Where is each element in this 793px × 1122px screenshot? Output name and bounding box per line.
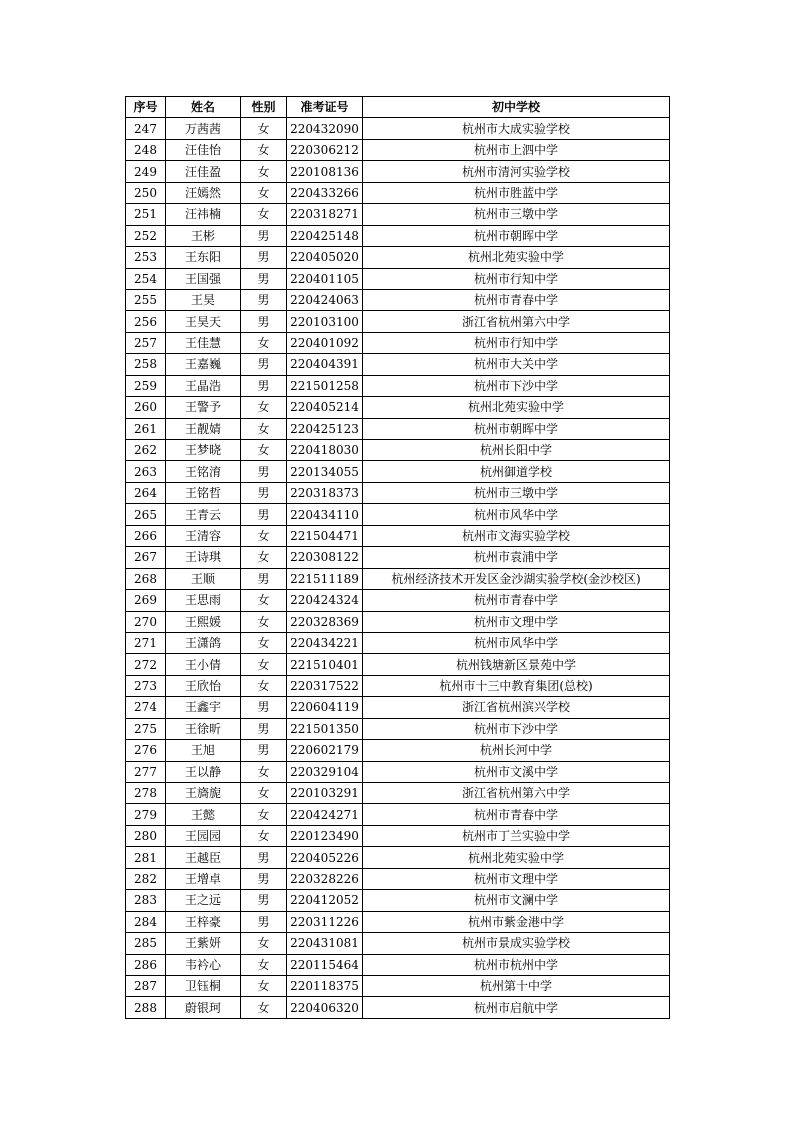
- cell-exam-id: 220329104: [287, 761, 363, 782]
- cell-junior-school: 杭州钱塘新区景苑中学: [363, 654, 670, 675]
- table-row: [126, 954, 670, 975]
- cell-exam-id: 220434221: [287, 632, 363, 653]
- cell-exam-id: 220425123: [287, 418, 363, 439]
- cell-junior-school: 杭州市三墩中学: [363, 204, 670, 225]
- table-row: [126, 204, 670, 225]
- cell-serial-number: 265: [126, 504, 166, 525]
- cell-gender: 女: [241, 654, 287, 675]
- cell-gender: 女: [241, 975, 287, 996]
- cell-name: 王熙媛: [166, 611, 241, 632]
- cell-exam-id: 220604119: [287, 697, 363, 718]
- table-row: [126, 933, 670, 954]
- table-row: [126, 482, 670, 503]
- table-row: [126, 911, 670, 932]
- table-row: [126, 975, 670, 996]
- cell-junior-school: 浙江省杭州第六中学: [363, 783, 670, 804]
- cell-name: 王靓婧: [166, 418, 241, 439]
- cell-junior-school: 杭州市行知中学: [363, 332, 670, 353]
- cell-serial-number: 248: [126, 139, 166, 160]
- cell-junior-school: 杭州市大成实验学校: [363, 118, 670, 139]
- cell-junior-school: 杭州市行知中学: [363, 268, 670, 289]
- cell-exam-id: 220424324: [287, 590, 363, 611]
- cell-junior-school: 杭州经济技术开发区金沙湖实验学校(金沙校区): [363, 568, 670, 589]
- table-row: [126, 247, 670, 268]
- cell-gender: 男: [241, 268, 287, 289]
- cell-name: 王警予: [166, 397, 241, 418]
- cell-serial-number: 277: [126, 761, 166, 782]
- cell-gender: 女: [241, 332, 287, 353]
- cell-serial-number: 258: [126, 354, 166, 375]
- cell-junior-school: 杭州长阳中学: [363, 440, 670, 461]
- cell-exam-id: 221511189: [287, 568, 363, 589]
- cell-name: 王昊天: [166, 311, 241, 332]
- cell-exam-id: 220328369: [287, 611, 363, 632]
- cell-serial-number: 259: [126, 375, 166, 396]
- cell-exam-id: 220405214: [287, 397, 363, 418]
- table-row: [126, 118, 670, 139]
- cell-serial-number: 284: [126, 911, 166, 932]
- cell-name: 王紫妍: [166, 933, 241, 954]
- cell-exam-id: 220434110: [287, 504, 363, 525]
- cell-gender: 男: [241, 697, 287, 718]
- cell-name: 万茜茜: [166, 118, 241, 139]
- cell-exam-id: 220404391: [287, 354, 363, 375]
- cell-name: 王徐昕: [166, 718, 241, 739]
- cell-name: 王顺: [166, 568, 241, 589]
- cell-serial-number: 263: [126, 461, 166, 482]
- cell-gender: 男: [241, 289, 287, 310]
- cell-exam-id: 220328226: [287, 868, 363, 889]
- student-roster-table: [125, 96, 670, 1019]
- table-row: [126, 182, 670, 203]
- cell-junior-school: 杭州市清河实验学校: [363, 161, 670, 182]
- cell-serial-number: 250: [126, 182, 166, 203]
- header-exam-id: 准考证号: [287, 97, 363, 118]
- table-row: [126, 654, 670, 675]
- cell-serial-number: 255: [126, 289, 166, 310]
- cell-exam-id: 220431081: [287, 933, 363, 954]
- cell-serial-number: 278: [126, 783, 166, 804]
- header-gender: 性别: [241, 97, 287, 118]
- header-row: [126, 97, 670, 118]
- cell-junior-school: 杭州市朝晖中学: [363, 225, 670, 246]
- cell-gender: 男: [241, 311, 287, 332]
- cell-junior-school: 杭州市下沙中学: [363, 718, 670, 739]
- table-row: [126, 997, 670, 1018]
- cell-serial-number: 275: [126, 718, 166, 739]
- cell-exam-id: 220318271: [287, 204, 363, 225]
- cell-serial-number: 260: [126, 397, 166, 418]
- cell-serial-number: 254: [126, 268, 166, 289]
- cell-gender: 男: [241, 504, 287, 525]
- table-row: [126, 761, 670, 782]
- cell-exam-id: 220308122: [287, 547, 363, 568]
- table-row: [126, 783, 670, 804]
- cell-gender: 女: [241, 525, 287, 546]
- cell-name: 王思雨: [166, 590, 241, 611]
- cell-exam-id: 220425148: [287, 225, 363, 246]
- cell-gender: 男: [241, 740, 287, 761]
- cell-junior-school: 杭州长河中学: [363, 740, 670, 761]
- cell-serial-number: 268: [126, 568, 166, 589]
- table-row: [126, 139, 670, 160]
- cell-name: 王晶浩: [166, 375, 241, 396]
- cell-junior-school: 杭州市丁兰实验中学: [363, 825, 670, 846]
- table-row: [126, 632, 670, 653]
- cell-exam-id: 220433266: [287, 182, 363, 203]
- cell-junior-school: 杭州市朝晖中学: [363, 418, 670, 439]
- cell-serial-number: 272: [126, 654, 166, 675]
- cell-gender: 男: [241, 482, 287, 503]
- cell-exam-id: 220311226: [287, 911, 363, 932]
- cell-junior-school: 杭州市大关中学: [363, 354, 670, 375]
- cell-junior-school: 杭州市风华中学: [363, 632, 670, 653]
- cell-serial-number: 247: [126, 118, 166, 139]
- cell-exam-id: 220424271: [287, 804, 363, 825]
- cell-gender: 女: [241, 954, 287, 975]
- cell-exam-id: 220317522: [287, 675, 363, 696]
- cell-serial-number: 276: [126, 740, 166, 761]
- cell-junior-school: 杭州北苑实验中学: [363, 847, 670, 868]
- cell-gender: 女: [241, 418, 287, 439]
- cell-name: 王国强: [166, 268, 241, 289]
- cell-serial-number: 273: [126, 675, 166, 696]
- table-row: [126, 397, 670, 418]
- table-row: [126, 225, 670, 246]
- cell-serial-number: 264: [126, 482, 166, 503]
- cell-serial-number: 288: [126, 997, 166, 1018]
- cell-exam-id: 220406320: [287, 997, 363, 1018]
- cell-exam-id: 220306212: [287, 139, 363, 160]
- cell-name: 卫钰桐: [166, 975, 241, 996]
- table-row: [126, 161, 670, 182]
- cell-exam-id: 220405020: [287, 247, 363, 268]
- cell-name: 韦衿心: [166, 954, 241, 975]
- cell-gender: 女: [241, 761, 287, 782]
- cell-exam-id: 221510401: [287, 654, 363, 675]
- cell-gender: 女: [241, 118, 287, 139]
- cell-serial-number: 285: [126, 933, 166, 954]
- cell-gender: 女: [241, 611, 287, 632]
- cell-name: 王小倩: [166, 654, 241, 675]
- cell-gender: 女: [241, 632, 287, 653]
- table-row: [126, 311, 670, 332]
- cell-gender: 女: [241, 804, 287, 825]
- cell-exam-id: 220432090: [287, 118, 363, 139]
- table-row: [126, 268, 670, 289]
- cell-name: 汪佳盈: [166, 161, 241, 182]
- cell-gender: 女: [241, 440, 287, 461]
- cell-name: 汪嫣然: [166, 182, 241, 203]
- cell-name: 蔚银珂: [166, 997, 241, 1018]
- cell-name: 汪佳怡: [166, 139, 241, 160]
- cell-name: 王潇鸽: [166, 632, 241, 653]
- cell-gender: 男: [241, 911, 287, 932]
- cell-junior-school: 杭州市文理中学: [363, 611, 670, 632]
- cell-exam-id: 220123490: [287, 825, 363, 846]
- cell-serial-number: 269: [126, 590, 166, 611]
- cell-name: 王彬: [166, 225, 241, 246]
- table-row: [126, 611, 670, 632]
- cell-serial-number: 253: [126, 247, 166, 268]
- cell-name: 王欣怡: [166, 675, 241, 696]
- cell-name: 王昊: [166, 289, 241, 310]
- cell-name: 王铭哲: [166, 482, 241, 503]
- cell-exam-id: 220134055: [287, 461, 363, 482]
- cell-exam-id: 220115464: [287, 954, 363, 975]
- cell-junior-school: 杭州市启航中学: [363, 997, 670, 1018]
- table-row: [126, 375, 670, 396]
- cell-gender: 女: [241, 825, 287, 846]
- table-row: [126, 568, 670, 589]
- cell-name: 王以静: [166, 761, 241, 782]
- cell-gender: 男: [241, 247, 287, 268]
- table-row: [126, 289, 670, 310]
- cell-gender: 女: [241, 547, 287, 568]
- cell-junior-school: 杭州市胜蓝中学: [363, 182, 670, 203]
- cell-serial-number: 249: [126, 161, 166, 182]
- cell-junior-school: 浙江省杭州滨兴学校: [363, 697, 670, 718]
- cell-exam-id: 221501350: [287, 718, 363, 739]
- cell-name: 王园园: [166, 825, 241, 846]
- cell-name: 王懿: [166, 804, 241, 825]
- header-name: 姓名: [166, 97, 241, 118]
- cell-junior-school: 杭州市杭州中学: [363, 954, 670, 975]
- cell-exam-id: 220405226: [287, 847, 363, 868]
- cell-name: 王之远: [166, 890, 241, 911]
- cell-junior-school: 杭州市青春中学: [363, 590, 670, 611]
- cell-junior-school: 杭州市三墩中学: [363, 482, 670, 503]
- cell-gender: 女: [241, 397, 287, 418]
- header-serial-number: 序号: [126, 97, 166, 118]
- table-row: [126, 804, 670, 825]
- cell-junior-school: 杭州北苑实验中学: [363, 247, 670, 268]
- cell-gender: 女: [241, 783, 287, 804]
- cell-name: 王梦晓: [166, 440, 241, 461]
- cell-name: 王清容: [166, 525, 241, 546]
- cell-gender: 女: [241, 182, 287, 203]
- cell-junior-school: 杭州市景成实验学校: [363, 933, 670, 954]
- cell-junior-school: 杭州市文溪中学: [363, 761, 670, 782]
- cell-serial-number: 270: [126, 611, 166, 632]
- table-row: [126, 418, 670, 439]
- cell-junior-school: 杭州市青春中学: [363, 804, 670, 825]
- cell-exam-id: 220412052: [287, 890, 363, 911]
- cell-serial-number: 251: [126, 204, 166, 225]
- table-row: [126, 332, 670, 353]
- cell-junior-school: 杭州市十三中教育集团(总校): [363, 675, 670, 696]
- cell-serial-number: 287: [126, 975, 166, 996]
- cell-name: 王鑫宇: [166, 697, 241, 718]
- cell-serial-number: 282: [126, 868, 166, 889]
- table-row: [126, 825, 670, 846]
- cell-serial-number: 256: [126, 311, 166, 332]
- cell-serial-number: 279: [126, 804, 166, 825]
- cell-junior-school: 杭州北苑实验中学: [363, 397, 670, 418]
- cell-gender: 男: [241, 847, 287, 868]
- cell-name: 王诗琪: [166, 547, 241, 568]
- cell-junior-school: 浙江省杭州第六中学: [363, 311, 670, 332]
- cell-exam-id: 220108136: [287, 161, 363, 182]
- cell-gender: 男: [241, 890, 287, 911]
- cell-name: 王佳慧: [166, 332, 241, 353]
- cell-name: 王铭淯: [166, 461, 241, 482]
- cell-gender: 男: [241, 568, 287, 589]
- cell-gender: 女: [241, 590, 287, 611]
- table-row: [126, 740, 670, 761]
- cell-serial-number: 274: [126, 697, 166, 718]
- table-row: [126, 868, 670, 889]
- cell-exam-id: 220602179: [287, 740, 363, 761]
- cell-serial-number: 266: [126, 525, 166, 546]
- cell-serial-number: 280: [126, 825, 166, 846]
- roster-body: [126, 118, 670, 1018]
- cell-serial-number: 281: [126, 847, 166, 868]
- cell-name: 汪祎楠: [166, 204, 241, 225]
- cell-name: 王嘉巍: [166, 354, 241, 375]
- cell-junior-school: 杭州市青春中学: [363, 289, 670, 310]
- cell-name: 王旖旎: [166, 783, 241, 804]
- cell-serial-number: 271: [126, 632, 166, 653]
- cell-serial-number: 252: [126, 225, 166, 246]
- cell-gender: 男: [241, 225, 287, 246]
- cell-gender: 男: [241, 718, 287, 739]
- cell-junior-school: 杭州市文澜中学: [363, 890, 670, 911]
- cell-exam-id: 221504471: [287, 525, 363, 546]
- cell-serial-number: 267: [126, 547, 166, 568]
- cell-exam-id: 220401105: [287, 268, 363, 289]
- cell-junior-school: 杭州御道学校: [363, 461, 670, 482]
- cell-junior-school: 杭州第十中学: [363, 975, 670, 996]
- cell-gender: 男: [241, 354, 287, 375]
- cell-exam-id: 220103100: [287, 311, 363, 332]
- cell-name: 王增卓: [166, 868, 241, 889]
- cell-exam-id: 220318373: [287, 482, 363, 503]
- table-row: [126, 675, 670, 696]
- cell-gender: 男: [241, 868, 287, 889]
- cell-name: 王青云: [166, 504, 241, 525]
- table-row: [126, 440, 670, 461]
- cell-exam-id: 220401092: [287, 332, 363, 353]
- cell-junior-school: 杭州市袁浦中学: [363, 547, 670, 568]
- cell-exam-id: 221501258: [287, 375, 363, 396]
- table-row: [126, 697, 670, 718]
- cell-gender: 女: [241, 139, 287, 160]
- table-row: [126, 590, 670, 611]
- table-row: [126, 890, 670, 911]
- table-row: [126, 718, 670, 739]
- cell-exam-id: 220424063: [287, 289, 363, 310]
- cell-serial-number: 283: [126, 890, 166, 911]
- cell-gender: 女: [241, 997, 287, 1018]
- cell-junior-school: 杭州市下沙中学: [363, 375, 670, 396]
- cell-junior-school: 杭州市文海实验学校: [363, 525, 670, 546]
- cell-gender: 女: [241, 161, 287, 182]
- table-row: [126, 461, 670, 482]
- cell-name: 王旭: [166, 740, 241, 761]
- cell-junior-school: 杭州市文理中学: [363, 868, 670, 889]
- cell-name: 王东阳: [166, 247, 241, 268]
- cell-gender: 女: [241, 204, 287, 225]
- cell-serial-number: 257: [126, 332, 166, 353]
- table-row: [126, 525, 670, 546]
- cell-serial-number: 262: [126, 440, 166, 461]
- cell-junior-school: 杭州市紫金港中学: [363, 911, 670, 932]
- cell-exam-id: 220118375: [287, 975, 363, 996]
- table-row: [126, 354, 670, 375]
- cell-gender: 男: [241, 461, 287, 482]
- cell-serial-number: 261: [126, 418, 166, 439]
- cell-gender: 男: [241, 375, 287, 396]
- table-row: [126, 547, 670, 568]
- cell-name: 王越臣: [166, 847, 241, 868]
- table-row: [126, 504, 670, 525]
- cell-exam-id: 220103291: [287, 783, 363, 804]
- cell-junior-school: 杭州市上泗中学: [363, 139, 670, 160]
- cell-serial-number: 286: [126, 954, 166, 975]
- cell-junior-school: 杭州市风华中学: [363, 504, 670, 525]
- cell-name: 王梓豪: [166, 911, 241, 932]
- table-row: [126, 847, 670, 868]
- cell-gender: 女: [241, 933, 287, 954]
- header-junior-school: 初中学校: [363, 97, 670, 118]
- cell-exam-id: 220418030: [287, 440, 363, 461]
- cell-gender: 女: [241, 675, 287, 696]
